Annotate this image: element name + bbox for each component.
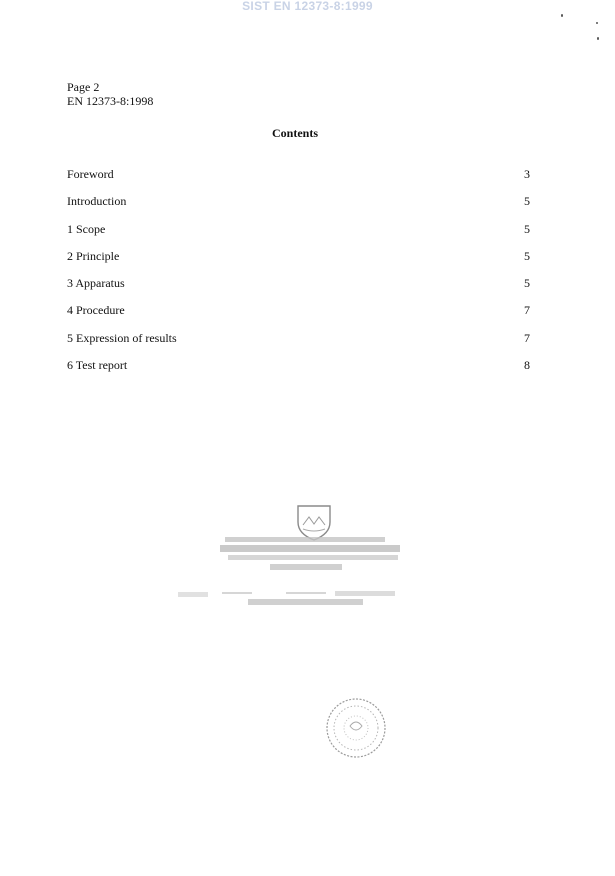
page-header (67, 80, 153, 108)
toc-entry (67, 331, 530, 358)
institutional-stamp (170, 500, 410, 620)
toc-entry-page: 8 (524, 358, 530, 373)
toc-entry (67, 358, 530, 385)
toc-entry-label: Introduction (67, 194, 127, 209)
page-number-label: Page 2 (67, 80, 100, 94)
toc-entry (67, 249, 530, 276)
round-seal-icon (324, 696, 388, 760)
toc-entry-label: 2 Principle (67, 248, 120, 263)
toc-entry-page: 7 (524, 330, 530, 345)
toc-entry (67, 222, 530, 249)
table-of-contents (67, 167, 530, 385)
toc-entry-label: 4 Procedure (67, 303, 125, 318)
toc-entry-page: 7 (524, 303, 530, 318)
toc-entry-page: 5 (524, 248, 530, 263)
toc-entry (67, 303, 530, 330)
document-watermark: SIST EN 12373-8:1999 (242, 0, 373, 13)
toc-entry (67, 167, 530, 194)
toc-entry-label: 5 Expression of results (67, 330, 177, 345)
coat-of-arms-icon (170, 500, 410, 620)
toc-entry-label: Foreword (67, 167, 114, 181)
toc-entry-page: 5 (524, 276, 530, 291)
toc-entry-label: 6 Test report (67, 358, 128, 373)
toc-entry-label: 1 Scope (67, 221, 106, 236)
toc-entry-page: 5 (524, 194, 530, 209)
toc-entry-page: 5 (524, 221, 530, 236)
standard-reference: EN 12373-8:1998 (67, 94, 154, 108)
toc-entry (67, 276, 530, 303)
contents-heading: Contents (271, 126, 318, 140)
toc-entry (67, 194, 530, 221)
toc-entry-page: 3 (524, 167, 530, 181)
toc-entry-label: 3 Apparatus (67, 276, 125, 291)
scan-speck (596, 22, 598, 24)
scan-speck (561, 14, 563, 17)
scan-speck (597, 37, 599, 40)
